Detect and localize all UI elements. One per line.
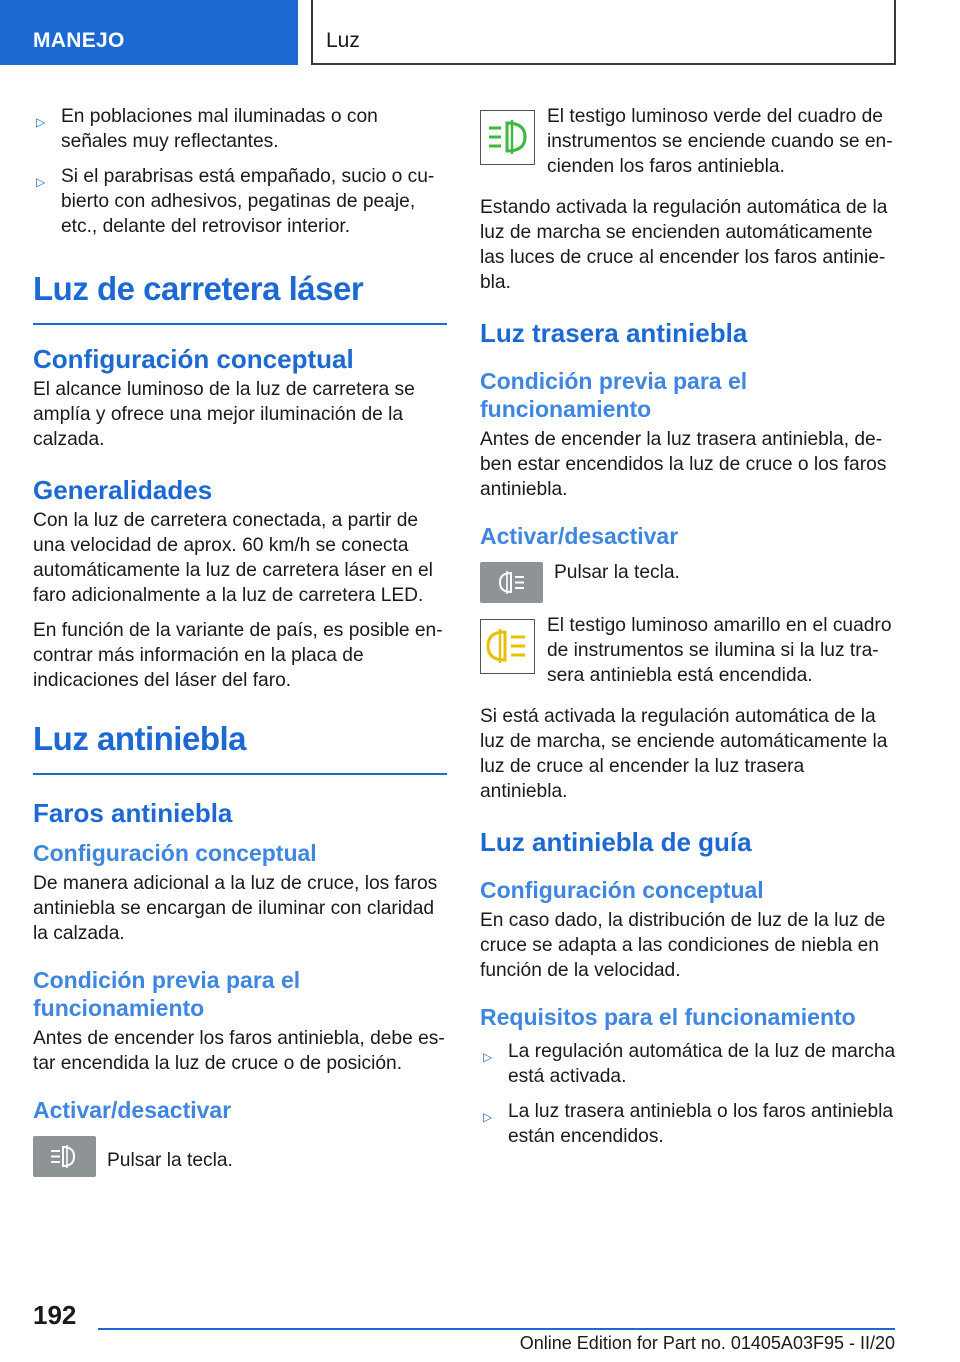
rear-fog-indicator-row bbox=[480, 613, 896, 688]
paragraph: Antes de encender la luz trasera antiniebla, deben estar encendidos la luz de cruce o los faros antiniebla. bbox=[480, 429, 887, 500]
front-fog-indicator-row bbox=[480, 104, 896, 179]
list-item bbox=[480, 1039, 896, 1089]
heading-rear-fog: Luz trasera antiniebla bbox=[480, 318, 748, 348]
heading-toggle: Activar/desactivar bbox=[480, 523, 679, 549]
page-number: 192 bbox=[33, 1300, 77, 1330]
heading-concept: Configuración conceptual bbox=[33, 344, 354, 374]
bullet-triangle-icon: ▷ bbox=[36, 115, 46, 129]
heading-guide-fog: Luz antiniebla de guía bbox=[480, 827, 752, 857]
press-key-text: Pulsar la tecla. bbox=[107, 1150, 233, 1171]
paragraph: Si está activada la regulación automática de la luz de marcha, se enciende automáticamente la luz de cruce al encender la luz trasera antiniebla. bbox=[480, 706, 888, 802]
bullet-triangle-icon: ▷ bbox=[483, 1110, 493, 1124]
front-fog-indicator-icon bbox=[480, 110, 535, 165]
list-item-text: Si el parabrisas está empañado, sucio o cubierto con adhesivos, pegatinas de peaje, etc., delante del retrovisor interior. bbox=[61, 166, 435, 237]
list-item bbox=[33, 164, 447, 239]
rear-fog-button-icon bbox=[480, 562, 543, 603]
header-section-label: MANEJO bbox=[33, 29, 125, 52]
paragraph: El alcance luminoso de la luz de carretera se amplía y ofrece una mejor iluminación de la calzada. bbox=[33, 379, 415, 450]
bullet-triangle-icon: ▷ bbox=[36, 175, 46, 189]
heading-precondition: Condición previa para el funcionamiento bbox=[33, 967, 301, 1021]
list-item-text: En poblaciones mal iluminadas o con señales muy reflectantes. bbox=[61, 106, 378, 152]
list-item-text: La regulación automática de la luz de marcha está activada. bbox=[508, 1041, 896, 1087]
list-item-text: La luz trasera antiniebla o los faros antiniebla están encendidos. bbox=[508, 1101, 894, 1147]
paragraph: Estando activada la regulación automática de la luz de marcha se encienden automáticamente las luces de cruce al encender los faros antiniebla. bbox=[480, 197, 888, 293]
header-chapter-box bbox=[311, 0, 896, 65]
rear-fog-key-row bbox=[480, 560, 896, 603]
list-item bbox=[33, 104, 447, 154]
footer-divider bbox=[98, 1328, 895, 1330]
heading-toggle: Activar/desactivar bbox=[33, 1097, 232, 1123]
left-column bbox=[33, 104, 447, 1189]
indicator-text: El testigo luminoso amarillo en el cuadro de instrumentos se ilumina si la luz trasera antiniebla está encendida. bbox=[547, 615, 892, 686]
heading-concept: Configuración conceptual bbox=[33, 840, 317, 866]
bullet-triangle-icon: ▷ bbox=[483, 1050, 493, 1064]
front-fog-button-icon bbox=[33, 1136, 96, 1177]
right-column bbox=[480, 104, 896, 1159]
heading-general: Generalidades bbox=[33, 475, 213, 505]
paragraph: Con la luz de carretera conectada, a partir de una velocidad de aprox. 60 km/h se conecta automáticamente la luz de carretera láser en el faro adicionalmente a la luz de carretera LED. bbox=[33, 510, 433, 606]
indicator-text: El testigo luminoso verde del cuadro de instrumentos se enciende cuando se encienden los faros antiniebla. bbox=[547, 106, 893, 177]
header-chapter-label: Luz bbox=[326, 29, 360, 52]
paragraph: Antes de encender los faros antiniebla, debe estar encendida la luz de cruce o de posición. bbox=[33, 1028, 445, 1074]
press-key-text: Pulsar la tecla. bbox=[554, 562, 680, 583]
heading-precondition: Condición previa para el funcionamiento bbox=[480, 368, 748, 422]
section-title-laser: Luz de carretera láser bbox=[33, 269, 447, 325]
header-section-tab bbox=[0, 0, 298, 65]
heading-requirements: Requisitos para el funcionamiento bbox=[480, 1004, 856, 1030]
section-title-fog: Luz antiniebla bbox=[33, 719, 447, 775]
heading-front-fog: Faros antiniebla bbox=[33, 798, 233, 828]
paragraph: De manera adicional a la luz de cruce, los faros antiniebla se encargan de iluminar con claridad la calzada. bbox=[33, 873, 438, 944]
rear-fog-indicator-icon bbox=[480, 619, 535, 674]
list-item bbox=[480, 1099, 896, 1149]
front-fog-key-row bbox=[33, 1134, 447, 1177]
paragraph: En función de la variante de país, es posible encontrar más información en la placa de indicaciones del láser del faro. bbox=[33, 620, 443, 691]
heading-concept: Configuración conceptual bbox=[480, 877, 764, 903]
paragraph: En caso dado, la distribución de luz de la luz de cruce se adapta a las condiciones de niebla en función de la velocidad. bbox=[480, 910, 886, 981]
footer-edition: Online Edition for Part no. 01405A03F95 - II/20 bbox=[519, 1333, 895, 1353]
